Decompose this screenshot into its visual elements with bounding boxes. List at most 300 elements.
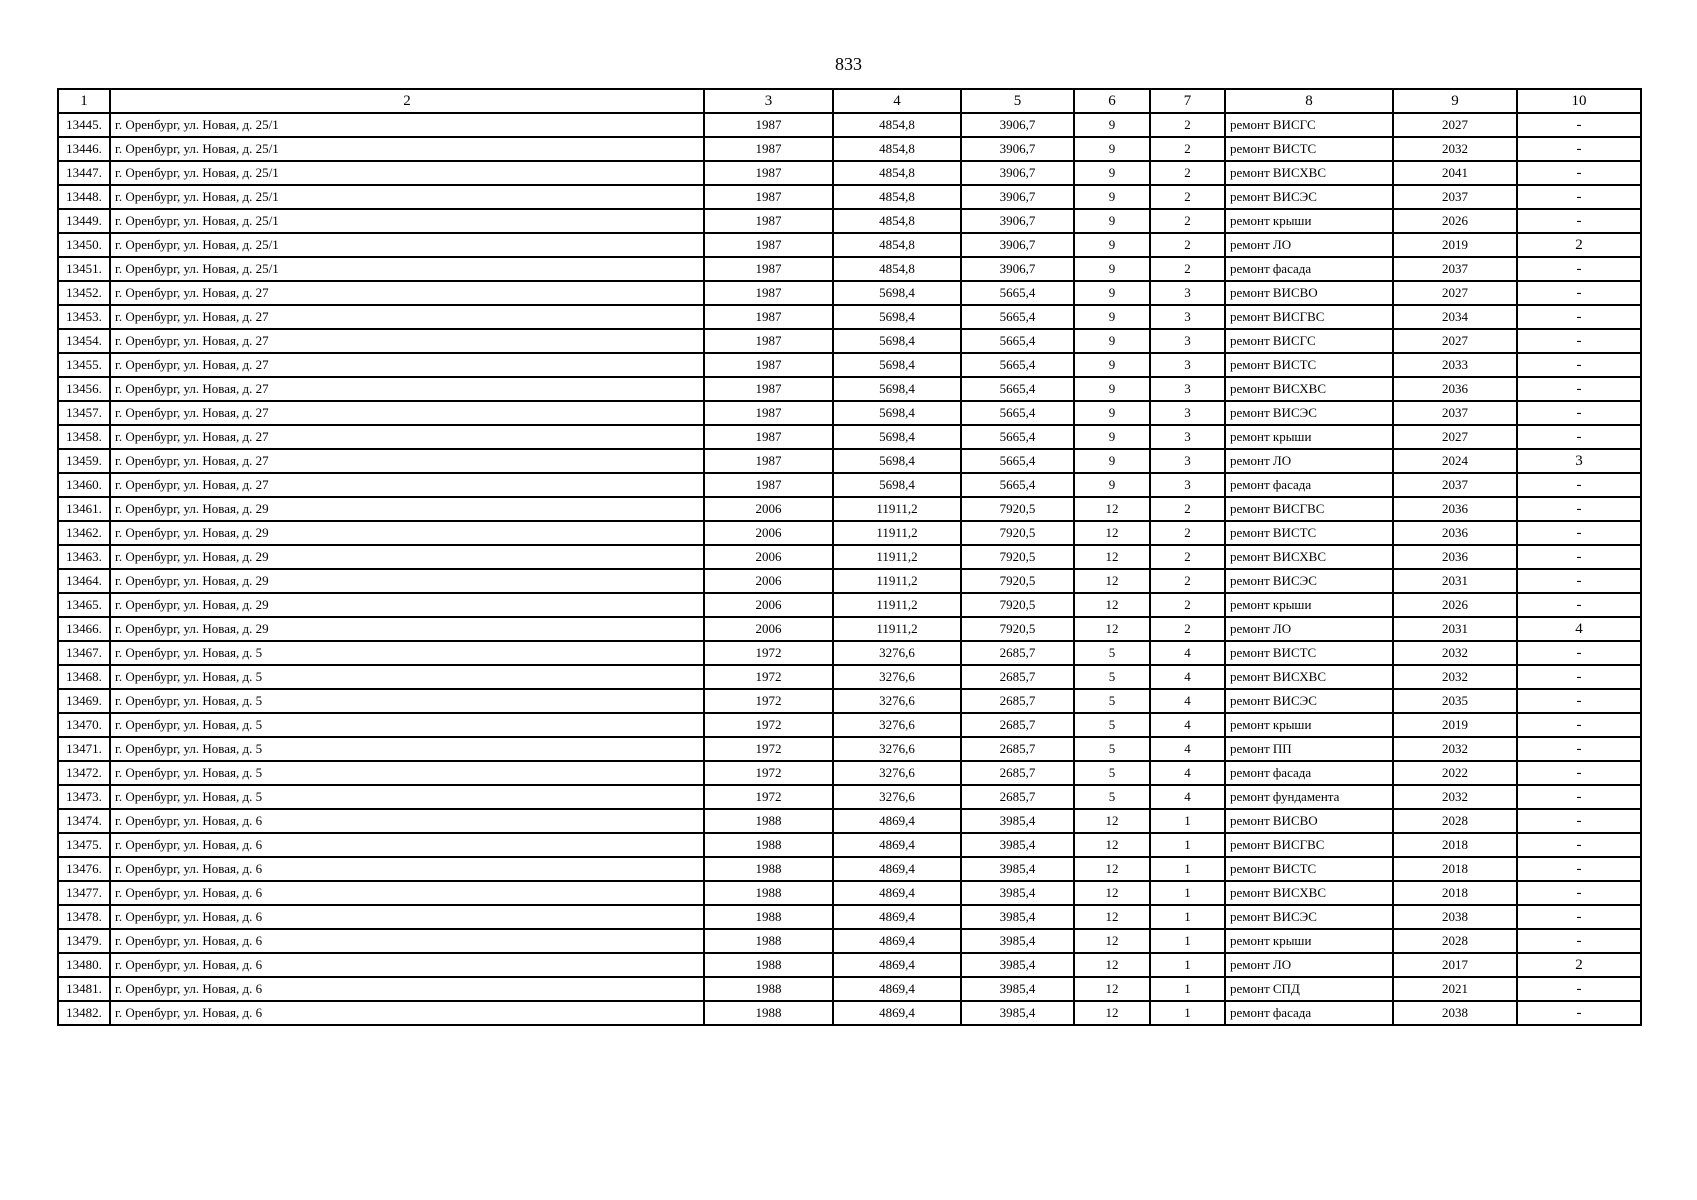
cell-total-area: 11911,2 — [833, 593, 961, 617]
cell-floors: 12 — [1074, 833, 1150, 857]
cell-row-number: 13482. — [58, 1001, 110, 1025]
cell-floors: 9 — [1074, 401, 1150, 425]
cell-year-planned: 2032 — [1393, 665, 1517, 689]
cell-living-area: 3906,7 — [961, 209, 1074, 233]
cell-work-type: ремонт СПД — [1225, 977, 1393, 1001]
cell-floors: 5 — [1074, 641, 1150, 665]
cell-work-type: ремонт ВИСТС — [1225, 641, 1393, 665]
cell-work-type: ремонт фасада — [1225, 257, 1393, 281]
table-row — [58, 377, 1641, 401]
cell-floors: 9 — [1074, 185, 1150, 209]
cell-entrances: 1 — [1150, 977, 1225, 1001]
cell-row-number: 13479. — [58, 929, 110, 953]
cell-total-area: 5698,4 — [833, 329, 961, 353]
table-row — [58, 593, 1641, 617]
cell-year-built: 1987 — [704, 257, 833, 281]
cell-floors: 12 — [1074, 881, 1150, 905]
cell-row-number: 13445. — [58, 113, 110, 137]
cell-address: г. Оренбург, ул. Новая, д. 27 — [110, 377, 704, 401]
cell-year-planned: 2037 — [1393, 473, 1517, 497]
column-header-row-number: 1 — [58, 89, 110, 113]
cell-address: г. Оренбург, ул. Новая, д. 27 — [110, 425, 704, 449]
cell-floors: 12 — [1074, 977, 1150, 1001]
data-table — [57, 88, 1642, 1026]
column-header-address: 2 — [110, 89, 704, 113]
cell-floors: 9 — [1074, 233, 1150, 257]
cell-entrances: 4 — [1150, 641, 1225, 665]
cell-note: - — [1517, 377, 1641, 401]
cell-work-type: ремонт ВИСЭС — [1225, 401, 1393, 425]
cell-address: г. Оренбург, ул. Новая, д. 27 — [110, 473, 704, 497]
cell-total-area: 4869,4 — [833, 809, 961, 833]
cell-work-type: ремонт крыши — [1225, 425, 1393, 449]
cell-year-built: 2006 — [704, 593, 833, 617]
cell-year-built: 1987 — [704, 305, 833, 329]
column-header-entrances: 7 — [1150, 89, 1225, 113]
cell-work-type: ремонт крыши — [1225, 209, 1393, 233]
cell-floors: 12 — [1074, 593, 1150, 617]
cell-year-planned: 2032 — [1393, 641, 1517, 665]
cell-year-built: 1972 — [704, 689, 833, 713]
cell-address: г. Оренбург, ул. Новая, д. 29 — [110, 569, 704, 593]
cell-note: - — [1517, 161, 1641, 185]
cell-address: г. Оренбург, ул. Новая, д. 27 — [110, 449, 704, 473]
cell-total-area: 4854,8 — [833, 137, 961, 161]
cell-living-area: 2685,7 — [961, 641, 1074, 665]
cell-entrances: 3 — [1150, 353, 1225, 377]
cell-total-area: 3276,6 — [833, 737, 961, 761]
cell-total-area: 5698,4 — [833, 473, 961, 497]
cell-row-number: 13474. — [58, 809, 110, 833]
cell-year-built: 1988 — [704, 977, 833, 1001]
cell-row-number: 13448. — [58, 185, 110, 209]
cell-address: г. Оренбург, ул. Новая, д. 5 — [110, 689, 704, 713]
table-row — [58, 713, 1641, 737]
cell-year-planned: 2037 — [1393, 401, 1517, 425]
cell-address: г. Оренбург, ул. Новая, д. 25/1 — [110, 185, 704, 209]
cell-year-planned: 2027 — [1393, 425, 1517, 449]
cell-living-area: 5665,4 — [961, 329, 1074, 353]
cell-address: г. Оренбург, ул. Новая, д. 6 — [110, 881, 704, 905]
cell-year-planned: 2032 — [1393, 137, 1517, 161]
column-header-floors: 6 — [1074, 89, 1150, 113]
cell-year-built: 1972 — [704, 761, 833, 785]
cell-year-planned: 2038 — [1393, 1001, 1517, 1025]
cell-total-area: 5698,4 — [833, 353, 961, 377]
cell-total-area: 4869,4 — [833, 881, 961, 905]
cell-entrances: 3 — [1150, 329, 1225, 353]
cell-year-built: 1988 — [704, 857, 833, 881]
table-row — [58, 137, 1641, 161]
cell-living-area: 7920,5 — [961, 617, 1074, 641]
cell-address: г. Оренбург, ул. Новая, д. 25/1 — [110, 209, 704, 233]
cell-work-type: ремонт фасада — [1225, 761, 1393, 785]
table-row — [58, 617, 1641, 641]
cell-year-planned: 2041 — [1393, 161, 1517, 185]
cell-year-built: 2006 — [704, 617, 833, 641]
cell-year-built: 2006 — [704, 521, 833, 545]
cell-living-area: 5665,4 — [961, 281, 1074, 305]
cell-address: г. Оренбург, ул. Новая, д. 6 — [110, 953, 704, 977]
cell-year-built: 1988 — [704, 809, 833, 833]
cell-entrances: 1 — [1150, 1001, 1225, 1025]
cell-address: г. Оренбург, ул. Новая, д. 5 — [110, 785, 704, 809]
cell-work-type: ремонт фасада — [1225, 473, 1393, 497]
cell-year-built: 1987 — [704, 353, 833, 377]
cell-living-area: 3985,4 — [961, 1001, 1074, 1025]
cell-floors: 12 — [1074, 521, 1150, 545]
cell-year-planned: 2026 — [1393, 593, 1517, 617]
table-row — [58, 665, 1641, 689]
cell-row-number: 13454. — [58, 329, 110, 353]
cell-entrances: 4 — [1150, 689, 1225, 713]
cell-floors: 12 — [1074, 953, 1150, 977]
cell-work-type: ремонт крыши — [1225, 713, 1393, 737]
column-header-living-area: 5 — [961, 89, 1074, 113]
table-row — [58, 809, 1641, 833]
cell-living-area: 2685,7 — [961, 785, 1074, 809]
cell-year-planned: 2036 — [1393, 521, 1517, 545]
cell-note: - — [1517, 593, 1641, 617]
cell-work-type: ремонт ВИСГВС — [1225, 497, 1393, 521]
cell-total-area: 4854,8 — [833, 161, 961, 185]
cell-year-planned: 2037 — [1393, 257, 1517, 281]
cell-note: - — [1517, 305, 1641, 329]
column-header-total-area: 4 — [833, 89, 961, 113]
cell-living-area: 5665,4 — [961, 425, 1074, 449]
cell-row-number: 13465. — [58, 593, 110, 617]
cell-living-area: 3906,7 — [961, 185, 1074, 209]
cell-row-number: 13470. — [58, 713, 110, 737]
cell-total-area: 11911,2 — [833, 617, 961, 641]
cell-row-number: 13471. — [58, 737, 110, 761]
cell-row-number: 13481. — [58, 977, 110, 1001]
cell-year-planned: 2031 — [1393, 569, 1517, 593]
cell-total-area: 11911,2 — [833, 569, 961, 593]
table-row — [58, 401, 1641, 425]
table-row — [58, 425, 1641, 449]
cell-work-type: ремонт крыши — [1225, 929, 1393, 953]
cell-work-type: ремонт ВИСВО — [1225, 281, 1393, 305]
header-row — [58, 89, 1641, 113]
cell-total-area: 4869,4 — [833, 929, 961, 953]
cell-work-type: ремонт ВИСГС — [1225, 113, 1393, 137]
cell-entrances: 3 — [1150, 425, 1225, 449]
cell-address: г. Оренбург, ул. Новая, д. 6 — [110, 905, 704, 929]
cell-year-planned: 2026 — [1393, 209, 1517, 233]
cell-work-type: ремонт ВИСХВС — [1225, 665, 1393, 689]
cell-floors: 5 — [1074, 689, 1150, 713]
cell-note: - — [1517, 665, 1641, 689]
cell-entrances: 2 — [1150, 257, 1225, 281]
table-row — [58, 761, 1641, 785]
cell-entrances: 3 — [1150, 473, 1225, 497]
cell-row-number: 13467. — [58, 641, 110, 665]
cell-floors: 5 — [1074, 737, 1150, 761]
cell-living-area: 2685,7 — [961, 665, 1074, 689]
cell-floors: 12 — [1074, 1001, 1150, 1025]
cell-total-area: 4869,4 — [833, 905, 961, 929]
table-row — [58, 737, 1641, 761]
cell-row-number: 13455. — [58, 353, 110, 377]
cell-year-built: 1987 — [704, 425, 833, 449]
cell-row-number: 13477. — [58, 881, 110, 905]
table-row — [58, 161, 1641, 185]
cell-work-type: ремонт ВИСГС — [1225, 329, 1393, 353]
cell-note: - — [1517, 761, 1641, 785]
cell-note: - — [1517, 497, 1641, 521]
cell-total-area: 5698,4 — [833, 401, 961, 425]
cell-entrances: 1 — [1150, 809, 1225, 833]
cell-address: г. Оренбург, ул. Новая, д. 6 — [110, 929, 704, 953]
cell-living-area: 3985,4 — [961, 833, 1074, 857]
table-row — [58, 857, 1641, 881]
cell-note: - — [1517, 929, 1641, 953]
cell-note: 4 — [1517, 617, 1641, 641]
cell-total-area: 5698,4 — [833, 425, 961, 449]
cell-living-area: 2685,7 — [961, 737, 1074, 761]
cell-work-type: ремонт ВИСТС — [1225, 353, 1393, 377]
cell-address: г. Оренбург, ул. Новая, д. 27 — [110, 281, 704, 305]
cell-address: г. Оренбург, ул. Новая, д. 25/1 — [110, 233, 704, 257]
cell-living-area: 5665,4 — [961, 473, 1074, 497]
cell-total-area: 11911,2 — [833, 521, 961, 545]
cell-note: - — [1517, 569, 1641, 593]
cell-floors: 5 — [1074, 761, 1150, 785]
cell-year-built: 1987 — [704, 377, 833, 401]
cell-year-planned: 2036 — [1393, 377, 1517, 401]
cell-work-type: ремонт ВИСХВС — [1225, 881, 1393, 905]
cell-work-type: ремонт ВИСТС — [1225, 137, 1393, 161]
cell-work-type: ремонт ВИСЭС — [1225, 185, 1393, 209]
cell-entrances: 2 — [1150, 185, 1225, 209]
cell-year-planned: 2034 — [1393, 305, 1517, 329]
cell-note: 2 — [1517, 233, 1641, 257]
cell-year-built: 1972 — [704, 737, 833, 761]
cell-note: - — [1517, 785, 1641, 809]
cell-work-type: ремонт ВИСХВС — [1225, 377, 1393, 401]
cell-note: - — [1517, 545, 1641, 569]
cell-floors: 9 — [1074, 377, 1150, 401]
cell-row-number: 13461. — [58, 497, 110, 521]
cell-work-type: ремонт ВИСВО — [1225, 809, 1393, 833]
cell-note: - — [1517, 257, 1641, 281]
cell-floors: 9 — [1074, 161, 1150, 185]
cell-address: г. Оренбург, ул. Новая, д. 27 — [110, 305, 704, 329]
cell-address: г. Оренбург, ул. Новая, д. 27 — [110, 401, 704, 425]
cell-year-planned: 2024 — [1393, 449, 1517, 473]
cell-living-area: 7920,5 — [961, 569, 1074, 593]
cell-floors: 12 — [1074, 929, 1150, 953]
cell-year-built: 1988 — [704, 881, 833, 905]
cell-total-area: 4854,8 — [833, 257, 961, 281]
cell-address: г. Оренбург, ул. Новая, д. 6 — [110, 809, 704, 833]
cell-note: - — [1517, 833, 1641, 857]
table-row — [58, 209, 1641, 233]
cell-year-built: 1987 — [704, 113, 833, 137]
cell-total-area: 4854,8 — [833, 185, 961, 209]
cell-living-area: 3985,4 — [961, 929, 1074, 953]
cell-living-area: 3906,7 — [961, 233, 1074, 257]
cell-note: - — [1517, 353, 1641, 377]
cell-entrances: 2 — [1150, 161, 1225, 185]
cell-year-planned: 2017 — [1393, 953, 1517, 977]
cell-year-built: 1988 — [704, 833, 833, 857]
cell-total-area: 3276,6 — [833, 665, 961, 689]
cell-year-planned: 2027 — [1393, 113, 1517, 137]
cell-living-area: 2685,7 — [961, 689, 1074, 713]
column-header-note: 10 — [1517, 89, 1641, 113]
cell-year-built: 1987 — [704, 281, 833, 305]
cell-year-planned: 2019 — [1393, 713, 1517, 737]
cell-total-area: 3276,6 — [833, 689, 961, 713]
cell-year-built: 2006 — [704, 497, 833, 521]
cell-entrances: 2 — [1150, 569, 1225, 593]
cell-living-area: 3985,4 — [961, 977, 1074, 1001]
cell-address: г. Оренбург, ул. Новая, д. 29 — [110, 617, 704, 641]
cell-total-area: 4854,8 — [833, 233, 961, 257]
column-header-year-built: 3 — [704, 89, 833, 113]
cell-living-area: 5665,4 — [961, 305, 1074, 329]
cell-row-number: 13447. — [58, 161, 110, 185]
cell-year-planned: 2019 — [1393, 233, 1517, 257]
table-row — [58, 257, 1641, 281]
cell-living-area: 5665,4 — [961, 377, 1074, 401]
cell-work-type: ремонт ВИСТС — [1225, 521, 1393, 545]
cell-year-built: 2006 — [704, 545, 833, 569]
cell-work-type: ремонт ВИСХВС — [1225, 545, 1393, 569]
cell-note: - — [1517, 977, 1641, 1001]
cell-address: г. Оренбург, ул. Новая, д. 29 — [110, 593, 704, 617]
table-row — [58, 641, 1641, 665]
cell-note: 3 — [1517, 449, 1641, 473]
cell-address: г. Оренбург, ул. Новая, д. 29 — [110, 497, 704, 521]
table-row — [58, 233, 1641, 257]
cell-floors: 9 — [1074, 473, 1150, 497]
cell-floors: 9 — [1074, 113, 1150, 137]
cell-address: г. Оренбург, ул. Новая, д. 5 — [110, 641, 704, 665]
table-row — [58, 185, 1641, 209]
cell-note: - — [1517, 329, 1641, 353]
cell-year-built: 1987 — [704, 401, 833, 425]
cell-address: г. Оренбург, ул. Новая, д. 25/1 — [110, 257, 704, 281]
table-row — [58, 449, 1641, 473]
cell-entrances: 4 — [1150, 761, 1225, 785]
cell-year-planned: 2033 — [1393, 353, 1517, 377]
cell-year-built: 1988 — [704, 929, 833, 953]
cell-note: - — [1517, 809, 1641, 833]
table-row — [58, 905, 1641, 929]
cell-living-area: 5665,4 — [961, 401, 1074, 425]
cell-entrances: 1 — [1150, 953, 1225, 977]
cell-note: - — [1517, 425, 1641, 449]
table-row — [58, 569, 1641, 593]
table-row — [58, 833, 1641, 857]
cell-address: г. Оренбург, ул. Новая, д. 25/1 — [110, 113, 704, 137]
cell-total-area: 4869,4 — [833, 833, 961, 857]
cell-row-number: 13478. — [58, 905, 110, 929]
cell-living-area: 3906,7 — [961, 113, 1074, 137]
cell-floors: 12 — [1074, 569, 1150, 593]
cell-row-number: 13464. — [58, 569, 110, 593]
cell-year-built: 1987 — [704, 449, 833, 473]
cell-entrances: 3 — [1150, 449, 1225, 473]
cell-row-number: 13460. — [58, 473, 110, 497]
cell-note: - — [1517, 1001, 1641, 1025]
table-row — [58, 329, 1641, 353]
page-number: 833 — [835, 54, 862, 74]
cell-note: - — [1517, 641, 1641, 665]
cell-entrances: 2 — [1150, 233, 1225, 257]
cell-row-number: 13450. — [58, 233, 110, 257]
cell-address: г. Оренбург, ул. Новая, д. 29 — [110, 521, 704, 545]
cell-year-built: 1988 — [704, 1001, 833, 1025]
cell-work-type: ремонт ВИСХВС — [1225, 161, 1393, 185]
cell-row-number: 13453. — [58, 305, 110, 329]
cell-entrances: 4 — [1150, 665, 1225, 689]
cell-work-type: ремонт ВИСЭС — [1225, 569, 1393, 593]
cell-total-area: 4869,4 — [833, 857, 961, 881]
cell-year-planned: 2036 — [1393, 497, 1517, 521]
table-row — [58, 353, 1641, 377]
cell-note: - — [1517, 137, 1641, 161]
cell-work-type: ремонт ВИСЭС — [1225, 905, 1393, 929]
cell-entrances: 2 — [1150, 521, 1225, 545]
cell-total-area: 4854,8 — [833, 113, 961, 137]
cell-living-area: 7920,5 — [961, 593, 1074, 617]
cell-year-planned: 2027 — [1393, 329, 1517, 353]
cell-note: - — [1517, 521, 1641, 545]
cell-total-area: 11911,2 — [833, 497, 961, 521]
table-row — [58, 281, 1641, 305]
cell-work-type: ремонт ВИСГВС — [1225, 305, 1393, 329]
cell-note: - — [1517, 473, 1641, 497]
cell-row-number: 13472. — [58, 761, 110, 785]
cell-work-type: ремонт ВИСТС — [1225, 857, 1393, 881]
cell-entrances: 2 — [1150, 113, 1225, 137]
cell-address: г. Оренбург, ул. Новая, д. 5 — [110, 713, 704, 737]
cell-living-area: 3906,7 — [961, 257, 1074, 281]
cell-row-number: 13468. — [58, 665, 110, 689]
cell-living-area: 5665,4 — [961, 449, 1074, 473]
cell-row-number: 13446. — [58, 137, 110, 161]
cell-note: 2 — [1517, 953, 1641, 977]
cell-year-built: 1987 — [704, 137, 833, 161]
cell-floors: 12 — [1074, 617, 1150, 641]
cell-row-number: 13480. — [58, 953, 110, 977]
cell-living-area: 7920,5 — [961, 497, 1074, 521]
cell-entrances: 4 — [1150, 713, 1225, 737]
cell-work-type: ремонт ЛО — [1225, 617, 1393, 641]
cell-living-area: 2685,7 — [961, 713, 1074, 737]
cell-note: - — [1517, 737, 1641, 761]
cell-year-planned: 2028 — [1393, 929, 1517, 953]
cell-entrances: 2 — [1150, 209, 1225, 233]
cell-note: - — [1517, 689, 1641, 713]
cell-entrances: 2 — [1150, 137, 1225, 161]
cell-floors: 9 — [1074, 353, 1150, 377]
cell-year-built: 1987 — [704, 209, 833, 233]
cell-living-area: 2685,7 — [961, 761, 1074, 785]
cell-address: г. Оренбург, ул. Новая, д. 6 — [110, 1001, 704, 1025]
cell-floors: 9 — [1074, 209, 1150, 233]
cell-total-area: 3276,6 — [833, 785, 961, 809]
table-row — [58, 977, 1641, 1001]
cell-year-built: 1987 — [704, 473, 833, 497]
cell-total-area: 3276,6 — [833, 761, 961, 785]
cell-entrances: 3 — [1150, 401, 1225, 425]
cell-floors: 9 — [1074, 281, 1150, 305]
